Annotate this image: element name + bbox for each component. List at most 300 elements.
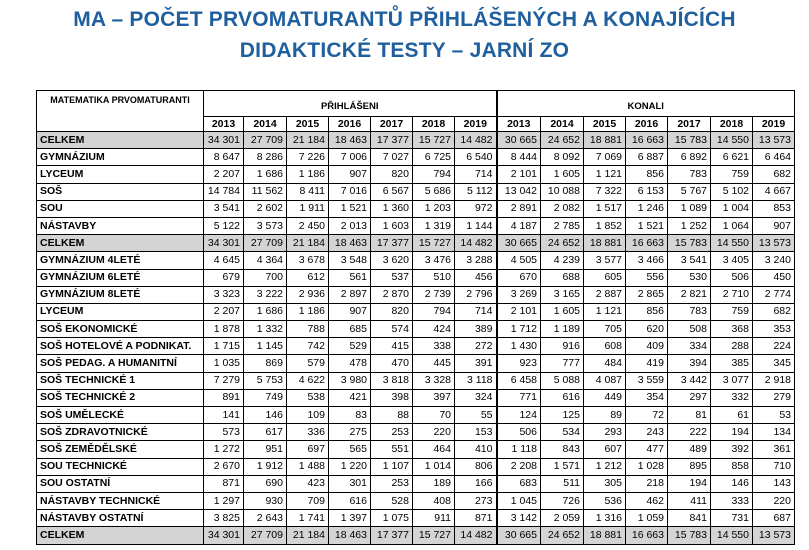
table-cell: 1 004 bbox=[711, 200, 753, 217]
year-header: 2014 bbox=[541, 117, 584, 132]
table-cell: 771 bbox=[497, 389, 541, 406]
row-label: SOŠ ZEMĚDĚLSKÉ bbox=[37, 441, 204, 458]
table-cell: 464 bbox=[413, 441, 455, 458]
table-cell: 4 667 bbox=[753, 183, 795, 200]
table-cell: 1 252 bbox=[668, 217, 711, 234]
table-cell: 565 bbox=[329, 441, 371, 458]
table-cell: 134 bbox=[753, 424, 795, 441]
table-cell: 13 042 bbox=[497, 183, 541, 200]
table-cell: 3 118 bbox=[455, 372, 497, 389]
year-header: 2015 bbox=[287, 117, 329, 132]
table-cell: 1 517 bbox=[584, 200, 626, 217]
year-header: 2018 bbox=[711, 117, 753, 132]
table-cell: 17 377 bbox=[371, 235, 413, 252]
table-cell: 332 bbox=[711, 389, 753, 406]
row-label: CELKEM bbox=[37, 132, 204, 149]
table-cell: 336 bbox=[287, 424, 329, 441]
table-cell: 869 bbox=[244, 355, 287, 372]
table-cell: 88 bbox=[371, 407, 413, 424]
table-row bbox=[37, 355, 795, 372]
table-cell: 853 bbox=[753, 200, 795, 217]
table-cell: 30 665 bbox=[497, 132, 541, 149]
table-cell: 688 bbox=[541, 269, 584, 286]
table-cell: 11 562 bbox=[244, 183, 287, 200]
table-cell: 1 145 bbox=[244, 338, 287, 355]
table-cell: 1 107 bbox=[371, 458, 413, 475]
table-cell: 3 541 bbox=[668, 252, 711, 269]
table-cell: 5 102 bbox=[711, 183, 753, 200]
table-cell: 3 541 bbox=[204, 200, 244, 217]
table-cell: 124 bbox=[497, 407, 541, 424]
table-body bbox=[37, 132, 795, 545]
table-cell: 7 226 bbox=[287, 149, 329, 166]
row-label: GYMNÁZIUM 6LETÉ bbox=[37, 269, 204, 286]
row-label: GYMNÁZIUM 4LETÉ bbox=[37, 252, 204, 269]
table-cell: 6 725 bbox=[413, 149, 455, 166]
table-cell: 3 476 bbox=[413, 252, 455, 269]
table-cell: 951 bbox=[244, 441, 287, 458]
table-cell: 670 bbox=[497, 269, 541, 286]
table-cell: 574 bbox=[371, 321, 413, 338]
table-cell: 759 bbox=[711, 303, 753, 320]
table-cell: 1 121 bbox=[584, 166, 626, 183]
table-cell: 2 796 bbox=[455, 286, 497, 303]
table-cell: 70 bbox=[413, 407, 455, 424]
table-cell: 895 bbox=[668, 458, 711, 475]
table-cell: 3 559 bbox=[626, 372, 668, 389]
table-cell: 72 bbox=[626, 407, 668, 424]
table-cell: 788 bbox=[287, 321, 329, 338]
table-cell: 551 bbox=[371, 441, 413, 458]
table-cell: 1 912 bbox=[244, 458, 287, 475]
table-cell: 15 783 bbox=[668, 527, 711, 544]
table-cell: 27 709 bbox=[244, 527, 287, 544]
table-cell: 18 881 bbox=[584, 235, 626, 252]
table-cell: 4 239 bbox=[541, 252, 584, 269]
table-cell: 3 240 bbox=[753, 252, 795, 269]
table-cell: 685 bbox=[329, 321, 371, 338]
table-cell: 777 bbox=[541, 355, 584, 372]
row-label: SOŠ PEDAG. A HUMANITNÍ bbox=[37, 355, 204, 372]
table-cell: 2 450 bbox=[287, 217, 329, 234]
year-header: 2015 bbox=[584, 117, 626, 132]
table-cell: 478 bbox=[329, 355, 371, 372]
row-label: GYMNÁZIUM 8LETÉ bbox=[37, 286, 204, 303]
table-cell: 27 709 bbox=[244, 235, 287, 252]
table-cell: 612 bbox=[287, 269, 329, 286]
year-header: 2013 bbox=[204, 117, 244, 132]
table-cell: 450 bbox=[753, 269, 795, 286]
table-cell: 194 bbox=[711, 424, 753, 441]
table-cell: 3 165 bbox=[541, 286, 584, 303]
table-row bbox=[37, 441, 795, 458]
table-cell: 385 bbox=[711, 355, 753, 372]
table-cell: 2 101 bbox=[497, 303, 541, 320]
table-cell: 15 727 bbox=[413, 132, 455, 149]
table-cell: 2 870 bbox=[371, 286, 413, 303]
table-cell: 81 bbox=[668, 407, 711, 424]
table-cell: 3 142 bbox=[497, 510, 541, 527]
table-cell: 17 377 bbox=[371, 132, 413, 149]
table-cell: 411 bbox=[668, 492, 711, 509]
table-cell: 15 727 bbox=[413, 235, 455, 252]
table-cell: 14 550 bbox=[711, 235, 753, 252]
table-cell: 6 892 bbox=[668, 149, 711, 166]
table-cell: 6 621 bbox=[711, 149, 753, 166]
table-cell: 511 bbox=[541, 475, 584, 492]
table-cell: 353 bbox=[753, 321, 795, 338]
table-cell: 1 014 bbox=[413, 458, 455, 475]
table-cell: 536 bbox=[584, 492, 626, 509]
table-row bbox=[37, 252, 795, 269]
table-cell: 21 184 bbox=[287, 527, 329, 544]
table-cell: 2 739 bbox=[413, 286, 455, 303]
table-row bbox=[37, 458, 795, 475]
row-label: SOU OSTATNÍ bbox=[37, 475, 204, 492]
table-cell: 449 bbox=[584, 389, 626, 406]
table-cell: 18 463 bbox=[329, 235, 371, 252]
table-cell: 305 bbox=[584, 475, 626, 492]
table-cell: 858 bbox=[711, 458, 753, 475]
table-cell: 189 bbox=[413, 475, 455, 492]
table-cell: 907 bbox=[329, 166, 371, 183]
table-cell: 7 027 bbox=[371, 149, 413, 166]
table-cell: 1 911 bbox=[287, 200, 329, 217]
table-cell: 1 397 bbox=[329, 510, 371, 527]
total-row bbox=[37, 235, 795, 252]
table-cell: 333 bbox=[711, 492, 753, 509]
table-cell: 759 bbox=[711, 166, 753, 183]
table-cell: 907 bbox=[329, 303, 371, 320]
table-cell: 3 548 bbox=[329, 252, 371, 269]
table-cell: 856 bbox=[626, 166, 668, 183]
table-cell: 222 bbox=[668, 424, 711, 441]
table-cell: 616 bbox=[329, 492, 371, 509]
table-cell: 916 bbox=[541, 338, 584, 355]
table-cell: 4 645 bbox=[204, 252, 244, 269]
table-cell: 423 bbox=[287, 475, 329, 492]
table-cell: 508 bbox=[668, 321, 711, 338]
row-label: LYCEUM bbox=[37, 166, 204, 183]
table-cell: 617 bbox=[244, 424, 287, 441]
table-cell: 1 521 bbox=[626, 217, 668, 234]
table-cell: 608 bbox=[584, 338, 626, 355]
total-row bbox=[37, 132, 795, 149]
table-cell: 1 121 bbox=[584, 303, 626, 320]
table-cell: 2 821 bbox=[668, 286, 711, 303]
table-row bbox=[37, 303, 795, 320]
table-cell: 293 bbox=[584, 424, 626, 441]
table-cell: 10 088 bbox=[541, 183, 584, 200]
table-cell: 1 316 bbox=[584, 510, 626, 527]
table-cell: 579 bbox=[287, 355, 329, 372]
row-label: SOŠ ZDRAVOTNICKÉ bbox=[37, 424, 204, 441]
table-cell: 1 521 bbox=[329, 200, 371, 217]
table-cell: 194 bbox=[668, 475, 711, 492]
table-cell: 297 bbox=[668, 389, 711, 406]
table-cell: 682 bbox=[753, 166, 795, 183]
table-row bbox=[37, 372, 795, 389]
row-label: LYCEUM bbox=[37, 303, 204, 320]
table-cell: 843 bbox=[541, 441, 584, 458]
table-cell: 410 bbox=[455, 441, 497, 458]
table-cell: 55 bbox=[455, 407, 497, 424]
table-cell: 2 208 bbox=[497, 458, 541, 475]
year-header: 2013 bbox=[497, 117, 541, 132]
table-cell: 2 670 bbox=[204, 458, 244, 475]
table-cell: 510 bbox=[413, 269, 455, 286]
table-cell: 1 028 bbox=[626, 458, 668, 475]
table-cell: 398 bbox=[371, 389, 413, 406]
table-cell: 972 bbox=[455, 200, 497, 217]
table-cell: 794 bbox=[413, 166, 455, 183]
table-cell: 15 783 bbox=[668, 235, 711, 252]
table-cell: 361 bbox=[753, 441, 795, 458]
table-row bbox=[37, 269, 795, 286]
table-cell: 7 069 bbox=[584, 149, 626, 166]
table-cell: 15 727 bbox=[413, 527, 455, 544]
table-cell: 1 878 bbox=[204, 321, 244, 338]
row-label: SOU TECHNICKÉ bbox=[37, 458, 204, 475]
row-label: SOŠ HOTELOVÉ A PODNIKAT. bbox=[37, 338, 204, 355]
table-cell: 397 bbox=[413, 389, 455, 406]
table-cell: 13 573 bbox=[753, 527, 795, 544]
table-cell: 3 678 bbox=[287, 252, 329, 269]
year-header: 2019 bbox=[455, 117, 497, 132]
table-cell: 806 bbox=[455, 458, 497, 475]
table-cell: 34 301 bbox=[204, 527, 244, 544]
table-cell: 5 112 bbox=[455, 183, 497, 200]
table-cell: 783 bbox=[668, 303, 711, 320]
table-cell: 392 bbox=[711, 441, 753, 458]
table-cell: 3 328 bbox=[413, 372, 455, 389]
table-cell: 253 bbox=[371, 424, 413, 441]
table-cell: 6 540 bbox=[455, 149, 497, 166]
table-cell: 2 643 bbox=[244, 510, 287, 527]
table-cell: 3 222 bbox=[244, 286, 287, 303]
table-cell: 4 622 bbox=[287, 372, 329, 389]
table-cell: 1 064 bbox=[711, 217, 753, 234]
table-cell: 726 bbox=[541, 492, 584, 509]
table-cell: 4 505 bbox=[497, 252, 541, 269]
table-cell: 4 364 bbox=[244, 252, 287, 269]
table-cell: 391 bbox=[455, 355, 497, 372]
row-label: SOU bbox=[37, 200, 204, 217]
table-cell: 470 bbox=[371, 355, 413, 372]
table-cell: 2 774 bbox=[753, 286, 795, 303]
table-cell: 2 936 bbox=[287, 286, 329, 303]
table-cell: 419 bbox=[626, 355, 668, 372]
table-cell: 424 bbox=[413, 321, 455, 338]
table-cell: 683 bbox=[497, 475, 541, 492]
table-cell: 334 bbox=[668, 338, 711, 355]
table-cell: 16 663 bbox=[626, 132, 668, 149]
table-cell: 749 bbox=[244, 389, 287, 406]
table-cell: 456 bbox=[455, 269, 497, 286]
table-cell: 2 082 bbox=[541, 200, 584, 217]
table-cell: 3 577 bbox=[584, 252, 626, 269]
table-cell: 34 301 bbox=[204, 235, 244, 252]
table-cell: 7 322 bbox=[584, 183, 626, 200]
table-cell: 1 246 bbox=[626, 200, 668, 217]
table-cell: 820 bbox=[371, 166, 413, 183]
table-row bbox=[37, 338, 795, 355]
table-cell: 6 458 bbox=[497, 372, 541, 389]
table-cell: 30 665 bbox=[497, 527, 541, 544]
table-cell: 731 bbox=[711, 510, 753, 527]
table-cell: 1 272 bbox=[204, 441, 244, 458]
table-cell: 1 852 bbox=[584, 217, 626, 234]
row-label: SOŠ UMĚLECKÉ bbox=[37, 407, 204, 424]
group-header-prihlaseni: PŘIHLÁŠENI bbox=[204, 91, 497, 117]
row-label: NÁSTAVBY TECHNICKÉ bbox=[37, 492, 204, 509]
table-cell: 607 bbox=[584, 441, 626, 458]
table-cell: 3 269 bbox=[497, 286, 541, 303]
table-cell: 484 bbox=[584, 355, 626, 372]
table-cell: 8 647 bbox=[204, 149, 244, 166]
table-cell: 705 bbox=[584, 321, 626, 338]
table-cell: 930 bbox=[244, 492, 287, 509]
table-cell: 288 bbox=[711, 338, 753, 355]
table-cell: 489 bbox=[668, 441, 711, 458]
table-cell: 528 bbox=[371, 492, 413, 509]
table-cell: 3 818 bbox=[371, 372, 413, 389]
table-cell: 301 bbox=[329, 475, 371, 492]
row-label: CELKEM bbox=[37, 527, 204, 544]
table-cell: 710 bbox=[753, 458, 795, 475]
table-cell: 714 bbox=[455, 303, 497, 320]
table-cell: 2 865 bbox=[626, 286, 668, 303]
table-cell: 324 bbox=[455, 389, 497, 406]
table-cell: 1 360 bbox=[371, 200, 413, 217]
table-cell: 15 783 bbox=[668, 132, 711, 149]
table-cell: 243 bbox=[626, 424, 668, 441]
table-cell: 5 767 bbox=[668, 183, 711, 200]
table-cell: 8 286 bbox=[244, 149, 287, 166]
table-cell: 279 bbox=[753, 389, 795, 406]
table-cell: 14 550 bbox=[711, 132, 753, 149]
table-cell: 166 bbox=[455, 475, 497, 492]
table-cell: 146 bbox=[244, 407, 287, 424]
table-cell: 682 bbox=[753, 303, 795, 320]
table-cell: 18 881 bbox=[584, 132, 626, 149]
year-header: 2016 bbox=[626, 117, 668, 132]
row-label: SOŠ TECHNICKÉ 1 bbox=[37, 372, 204, 389]
table-cell: 1 488 bbox=[287, 458, 329, 475]
table-cell: 421 bbox=[329, 389, 371, 406]
table-cell: 616 bbox=[541, 389, 584, 406]
table-cell: 21 184 bbox=[287, 132, 329, 149]
table-cell: 2 710 bbox=[711, 286, 753, 303]
table-cell: 820 bbox=[371, 303, 413, 320]
row-label: NÁSTAVBY OSTATNÍ bbox=[37, 510, 204, 527]
table-cell: 153 bbox=[455, 424, 497, 441]
table-cell: 794 bbox=[413, 303, 455, 320]
table-cell: 30 665 bbox=[497, 235, 541, 252]
table-cell: 1 605 bbox=[541, 166, 584, 183]
table-cell: 1 035 bbox=[204, 355, 244, 372]
table-cell: 1 571 bbox=[541, 458, 584, 475]
table-cell: 1 430 bbox=[497, 338, 541, 355]
table-cell: 3 980 bbox=[329, 372, 371, 389]
table-cell: 1 144 bbox=[455, 217, 497, 234]
table-cell: 891 bbox=[204, 389, 244, 406]
table-cell: 6 567 bbox=[371, 183, 413, 200]
total-row bbox=[37, 527, 795, 544]
table-cell: 1 186 bbox=[287, 166, 329, 183]
table-cell: 620 bbox=[626, 321, 668, 338]
table-cell: 275 bbox=[329, 424, 371, 441]
table-cell: 2 207 bbox=[204, 166, 244, 183]
group-header-konali: KONALI bbox=[497, 91, 795, 117]
table-cell: 273 bbox=[455, 492, 497, 509]
table-cell: 8 411 bbox=[287, 183, 329, 200]
table-cell: 1 059 bbox=[626, 510, 668, 527]
table-cell: 5 122 bbox=[204, 217, 244, 234]
table-cell: 1 319 bbox=[413, 217, 455, 234]
year-header: 2017 bbox=[371, 117, 413, 132]
table-cell: 14 784 bbox=[204, 183, 244, 200]
table-cell: 907 bbox=[753, 217, 795, 234]
table-cell: 24 652 bbox=[541, 527, 584, 544]
table-cell: 530 bbox=[668, 269, 711, 286]
table-cell: 368 bbox=[711, 321, 753, 338]
table-cell: 714 bbox=[455, 166, 497, 183]
table-cell: 538 bbox=[287, 389, 329, 406]
table-cell: 14 482 bbox=[455, 235, 497, 252]
table-cell: 125 bbox=[541, 407, 584, 424]
table-cell: 445 bbox=[413, 355, 455, 372]
row-label: SOŠ bbox=[37, 183, 204, 200]
table-cell: 1 118 bbox=[497, 441, 541, 458]
table-cell: 697 bbox=[287, 441, 329, 458]
table-cell: 21 184 bbox=[287, 235, 329, 252]
table-cell: 2 602 bbox=[244, 200, 287, 217]
table-cell: 556 bbox=[626, 269, 668, 286]
table-cell: 700 bbox=[244, 269, 287, 286]
table-row bbox=[37, 510, 795, 527]
table-cell: 345 bbox=[753, 355, 795, 372]
results-table bbox=[36, 90, 795, 545]
table-row bbox=[37, 407, 795, 424]
title-line-1: MA – POČET PRVOMATURANTŮ PŘIHLÁŠENÝCH A KONAJÍCÍCH bbox=[73, 8, 736, 31]
table-cell: 338 bbox=[413, 338, 455, 355]
table-cell: 1 332 bbox=[244, 321, 287, 338]
table-cell: 2 207 bbox=[204, 303, 244, 320]
table-cell: 5 686 bbox=[413, 183, 455, 200]
table-cell: 529 bbox=[329, 338, 371, 355]
table-cell: 143 bbox=[753, 475, 795, 492]
table-cell: 2 891 bbox=[497, 200, 541, 217]
table-cell: 1 712 bbox=[497, 321, 541, 338]
table-row bbox=[37, 149, 795, 166]
year-header: 2014 bbox=[244, 117, 287, 132]
title-line-2: DIDAKTICKÉ TESTY – JARNÍ ZO bbox=[239, 39, 570, 62]
table-cell: 16 663 bbox=[626, 235, 668, 252]
table-cell: 146 bbox=[711, 475, 753, 492]
table-cell: 24 652 bbox=[541, 235, 584, 252]
table-row bbox=[37, 217, 795, 234]
table-cell: 4 187 bbox=[497, 217, 541, 234]
year-header: 2017 bbox=[668, 117, 711, 132]
table-cell: 1 297 bbox=[204, 492, 244, 509]
table-cell: 253 bbox=[371, 475, 413, 492]
table-cell: 605 bbox=[584, 269, 626, 286]
table-cell: 1 715 bbox=[204, 338, 244, 355]
table-cell: 534 bbox=[541, 424, 584, 441]
table-cell: 1 045 bbox=[497, 492, 541, 509]
table-cell: 4 087 bbox=[584, 372, 626, 389]
